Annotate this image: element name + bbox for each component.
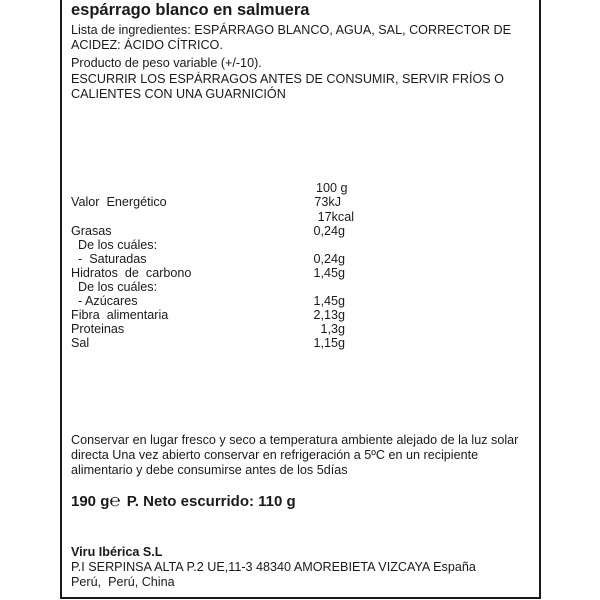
storage-line-1: Conservar en lugar fresco y seco a temperatura ambiente alejado de la luz solar — [71, 433, 519, 447]
nutrition-row-label: Proteinas — [71, 322, 125, 336]
ingredients-line-1: Lista de ingredientes: ESPÁRRAGO BLANCO, AGUA, SAL, CORRECTOR DE — [71, 23, 512, 37]
nutrition-per-label: 100 g — [316, 181, 348, 195]
country-of-origin: Perú, Perú, China — [71, 575, 175, 589]
nutrition-row-value: 0,24g — [313, 252, 345, 266]
nutrition-row-label: Fibra alimentaria — [71, 308, 169, 322]
nutrition-row-value: 1,3g — [320, 322, 345, 336]
usage-line-2: CALIENTES CON UNA GUARNICIÓN — [71, 87, 286, 101]
variable-weight-note: Producto de peso variable (+/-10). — [71, 56, 262, 70]
nutrition-row-label: De los cuáles: — [71, 238, 158, 252]
nutrition-row-value: 73kJ — [314, 195, 341, 209]
nutrition-row-value: 0,24g — [313, 224, 345, 238]
nutrition-row-value: 1,45g — [313, 294, 345, 308]
nutrition-row-value: 1,15g — [313, 336, 345, 350]
weight-line — [71, 492, 296, 510]
nutrition-row-value: 2,13g — [313, 308, 345, 322]
nutrition-row-value: 1,45g — [313, 266, 345, 280]
gross-weight: 190 g — [71, 493, 110, 510]
storage-line-2: directa Una vez abierto conservar en refrigeración a 5ºC en un recipiente — [71, 448, 479, 462]
product-label — [60, 0, 541, 599]
nutrition-row-label: Sal — [71, 336, 90, 350]
ingredients-line-2: ACIDEZ: ÁCIDO CÍTRICO. — [71, 38, 223, 52]
nutrition-row-label: De los cuáles: — [71, 280, 158, 294]
nutrition-row-label: Hidratos de carbono — [71, 266, 192, 280]
nutrition-row-label: - Azúcares — [71, 294, 138, 308]
nutrition-row-label: - Saturadas — [71, 252, 147, 266]
nutrition-row-label: Grasas — [71, 224, 112, 238]
estimated-sign-icon: ℮ — [109, 491, 122, 510]
manufacturer-address: P.I SERPINSA ALTA P.2 UE,11-3 48340 AMOREBIETA VIZCAYA España — [71, 560, 476, 574]
storage-line-3: alimentario y debe consumirse antes de los 5días — [71, 463, 348, 477]
usage-line-1: ESCURRIR LOS ESPÁRRAGOS ANTES DE CONSUMIR, SERVIR FRÍOS O — [71, 72, 504, 86]
nutrition-row-label: Valor Energético — [71, 195, 167, 209]
net-drained-weight: P. Neto escurrido: 110 g — [126, 493, 296, 510]
manufacturer-name: Viru Ibérica S.L — [71, 545, 163, 559]
product-title: espárrago blanco en salmuera — [71, 1, 310, 19]
nutrition-row-value: 17kcal — [317, 210, 354, 224]
